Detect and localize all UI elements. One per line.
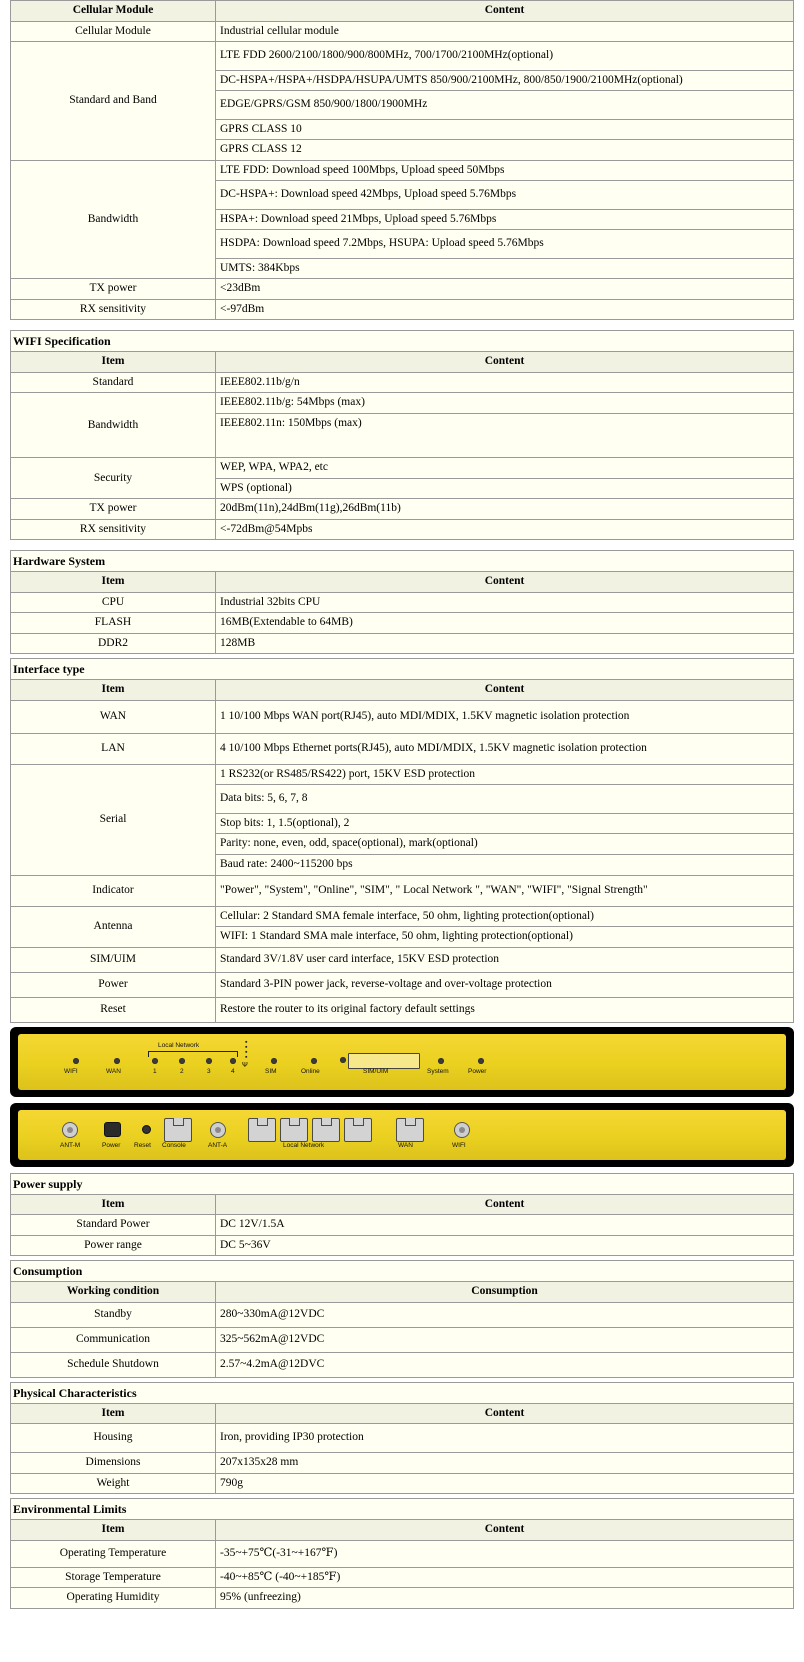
table-row	[11, 875, 794, 906]
row-value: 2.57~4.2mA@12DVC	[216, 1352, 794, 1377]
table-row	[11, 764, 794, 875]
column-header-content: Content	[216, 352, 794, 373]
row-label: Serial	[11, 764, 216, 875]
table-row	[11, 519, 794, 540]
column-header-content: Content	[216, 572, 794, 593]
row-value-line: WPS (optional)	[220, 481, 292, 494]
led-online-icon	[311, 1058, 317, 1064]
row-value-line: GPRS CLASS 12	[220, 143, 302, 156]
row-value-group	[216, 458, 794, 499]
led-label-power: Power	[468, 1067, 487, 1075]
table-row	[11, 458, 794, 499]
led-group-label-local-network: Local Network	[158, 1041, 200, 1049]
table-row	[11, 1352, 794, 1377]
wifi-table	[10, 351, 794, 540]
row-label: FLASH	[11, 613, 216, 634]
signal-antenna-icon: Ψ	[242, 1061, 248, 1069]
row-label: RX sensitivity	[11, 299, 216, 320]
row-value: IEEE802.11b/g/n	[216, 372, 794, 393]
table-row	[11, 1588, 794, 1609]
table-row	[11, 279, 794, 300]
row-value-line: EDGE/GPRS/GSM 850/900/1800/1900MHz	[216, 91, 793, 120]
row-label: Antenna	[11, 906, 216, 947]
row-value: 4 10/100 Mbps Ethernet ports(RJ45), auto MDI/MDIX, 1.5KV magnetic isolation protection	[216, 733, 794, 764]
router-back-face	[18, 1110, 786, 1160]
row-value-line: 1 RS232(or RS485/RS422) port, 15KV ESD protection	[216, 765, 793, 786]
device-back-panel-photo	[10, 1103, 794, 1167]
row-label: Power range	[11, 1235, 216, 1256]
table-row	[11, 499, 794, 520]
wifi-antenna-connector-icon[interactable]	[454, 1122, 470, 1138]
led-label-lan1: 1	[153, 1067, 157, 1075]
table-row	[11, 613, 794, 634]
port-label-ant-a: ANT-A	[208, 1141, 228, 1149]
led-label-wifi: WIFI	[64, 1067, 78, 1075]
row-value: Standard 3-PIN power jack, reverse-voltage and over-voltage protection	[216, 972, 794, 997]
row-label: TX power	[11, 499, 216, 520]
sim-uim-slot[interactable]	[348, 1053, 420, 1069]
led-lan1-icon	[152, 1058, 158, 1064]
row-value-line: Parity: none, even, odd, space(optional), mark(optional)	[216, 834, 793, 855]
row-value: 95% (unfreezing)	[216, 1588, 794, 1609]
physical-characteristics-table	[10, 1403, 794, 1495]
row-value-group	[216, 764, 794, 875]
row-value-line: IEEE802.11b/g: 54Mbps (max)	[216, 393, 793, 414]
port-label-reset: Reset	[134, 1141, 151, 1149]
row-value: Standard 3V/1.8V user card interface, 15KV ESD protection	[216, 947, 794, 972]
signal-strength-dots-icon: ▪ ▪ ▪ ▪	[245, 1038, 248, 1061]
table-row	[11, 21, 794, 42]
row-value: -40~+85℃ (-40~+185℉)	[216, 1567, 794, 1588]
row-label: Cellular Module	[11, 21, 216, 42]
row-value-group	[216, 42, 794, 161]
row-label: Indicator	[11, 875, 216, 906]
row-label: Operating Temperature	[11, 1540, 216, 1567]
spacer	[10, 320, 794, 330]
row-label: Storage Temperature	[11, 1567, 216, 1588]
row-value-line: Stop bits: 1, 1.5(optional), 2	[216, 814, 793, 835]
port-label-console: Console	[162, 1141, 186, 1149]
table-row	[11, 42, 794, 161]
lan-port-2-icon[interactable]	[280, 1118, 308, 1142]
port-label-wifi: WIFI	[452, 1141, 466, 1149]
led-sim-icon	[271, 1058, 277, 1064]
section-title-consumption: Consumption	[10, 1260, 794, 1281]
column-header-content: Content	[216, 1, 794, 22]
column-header-consumption: Consumption	[216, 1282, 794, 1303]
table-row	[11, 1567, 794, 1588]
row-label: Communication	[11, 1327, 216, 1352]
row-label: Standby	[11, 1302, 216, 1327]
row-label: Bandwidth	[11, 393, 216, 458]
led-lan4-icon	[230, 1058, 236, 1064]
row-value: 16MB(Extendable to 64MB)	[216, 613, 794, 634]
led-label-system: System	[427, 1067, 449, 1075]
row-value-line: DC-HSPA+/HSPA+/HSDPA/HSUPA/UMTS 850/900/2100MHz, 800/850/1900/2100MHz(optional)	[216, 71, 793, 92]
column-header-content: Content	[216, 1520, 794, 1541]
router-front-face	[18, 1034, 786, 1090]
row-value: 280~330mA@12VDC	[216, 1302, 794, 1327]
column-header-content: Content	[216, 1194, 794, 1215]
row-value: <-72dBm@54Mpbs	[216, 519, 794, 540]
row-value: 128MB	[216, 633, 794, 654]
table-header-row	[11, 1520, 794, 1541]
column-header-item: Cellular Module	[11, 1, 216, 22]
row-label: Weight	[11, 1473, 216, 1494]
row-value-line: WIFI: 1 Standard SMA male interface, 50 ohm, lighting protection(optional)	[220, 930, 573, 943]
row-label: CPU	[11, 592, 216, 613]
antenna-connector-aux-icon[interactable]	[210, 1122, 226, 1138]
row-value-line: GPRS CLASS 10	[216, 120, 793, 141]
row-label: Standard	[11, 372, 216, 393]
reset-button[interactable]	[142, 1125, 151, 1134]
row-value-group	[216, 393, 794, 458]
row-value-group	[216, 160, 794, 279]
table-row	[11, 633, 794, 654]
row-label: SIM/UIM	[11, 947, 216, 972]
table-row	[11, 1302, 794, 1327]
consumption-table	[10, 1281, 794, 1378]
row-value-line: DC-HSPA+: Download speed 42Mbps, Upload speed 5.76Mbps	[216, 181, 793, 210]
table-row	[11, 1540, 794, 1567]
table-row	[11, 947, 794, 972]
section-title-hardware: Hardware System	[10, 550, 794, 571]
led-wifi-icon	[73, 1058, 79, 1064]
column-header-working-condition: Working condition	[11, 1282, 216, 1303]
interface-table	[10, 679, 794, 1022]
table-row	[11, 906, 794, 947]
row-value-line: LTE FDD 2600/2100/1800/900/800MHz, 700/1700/2100MHz(optional)	[216, 42, 793, 71]
row-value: Industrial cellular module	[216, 21, 794, 42]
table-row	[11, 393, 794, 458]
spacer	[10, 540, 794, 550]
row-label: LAN	[11, 733, 216, 764]
led-label-lan3: 3	[207, 1067, 211, 1075]
row-value: 20dBm(11n),24dBm(11g),26dBm(11b)	[216, 499, 794, 520]
port-label-ant-m: ANT-M	[60, 1141, 81, 1149]
column-header-item: Item	[11, 352, 216, 373]
table-row	[11, 1424, 794, 1453]
device-photos	[10, 1027, 794, 1167]
lan-port-4-icon[interactable]	[344, 1118, 372, 1142]
console-port-icon[interactable]	[164, 1118, 192, 1142]
row-value: 790g	[216, 1473, 794, 1494]
slot-label-sim-uim: SIM/UIM	[363, 1067, 389, 1075]
row-label: Bandwidth	[11, 160, 216, 279]
column-header-item: Item	[11, 572, 216, 593]
table-row	[11, 160, 794, 279]
row-value: 1 10/100 Mbps WAN port(RJ45), auto MDI/MDIX, 1.5KV magnetic isolation protection	[216, 700, 794, 733]
antenna-connector-main-icon[interactable]	[62, 1122, 78, 1138]
table-row	[11, 1327, 794, 1352]
row-value: 325~562mA@12VDC	[216, 1327, 794, 1352]
row-value-line: LTE FDD: Download speed 100Mbps, Upload speed 50Mbps	[216, 161, 793, 182]
power-supply-table	[10, 1194, 794, 1257]
hardware-table	[10, 571, 794, 654]
row-value-line: Cellular: 2 Standard SMA female interface, 50 ohm, lighting protection(optional)	[216, 907, 793, 928]
row-value-line: HSDPA: Download speed 7.2Mbps, HSUPA: Upload speed 5.76Mbps	[216, 230, 793, 259]
led-sim-slot-indicator-icon	[340, 1057, 346, 1063]
row-label: Security	[11, 458, 216, 499]
column-header-item: Item	[11, 1520, 216, 1541]
table-header-row	[11, 680, 794, 701]
device-front-panel-photo	[10, 1027, 794, 1097]
row-label: Operating Humidity	[11, 1588, 216, 1609]
table-row	[11, 997, 794, 1022]
table-row	[11, 592, 794, 613]
row-value-line: Baud rate: 2400~115200 bps	[220, 857, 353, 870]
row-label: RX sensitivity	[11, 519, 216, 540]
lan-port-3-icon[interactable]	[312, 1118, 340, 1142]
column-header-item: Item	[11, 1194, 216, 1215]
section-title-power-supply: Power supply	[10, 1173, 794, 1194]
led-lan2-icon	[179, 1058, 185, 1064]
row-value: Industrial 32bits CPU	[216, 592, 794, 613]
table-row	[11, 1235, 794, 1256]
row-label: Standard Power	[11, 1215, 216, 1236]
table-header-row	[11, 352, 794, 373]
row-label: TX power	[11, 279, 216, 300]
row-label: DDR2	[11, 633, 216, 654]
led-label-lan4: 4	[231, 1067, 235, 1075]
table-row	[11, 1215, 794, 1236]
table-row	[11, 372, 794, 393]
column-header-item: Item	[11, 1403, 216, 1424]
row-value: DC 12V/1.5A	[216, 1215, 794, 1236]
wan-port-icon[interactable]	[396, 1118, 424, 1142]
row-label: Reset	[11, 997, 216, 1022]
table-row	[11, 733, 794, 764]
row-label: Dimensions	[11, 1453, 216, 1474]
led-power-icon	[478, 1058, 484, 1064]
table-header-row	[11, 1194, 794, 1215]
column-header-content: Content	[216, 1403, 794, 1424]
column-header-content: Content	[216, 680, 794, 701]
table-header-row	[11, 1282, 794, 1303]
row-label: WAN	[11, 700, 216, 733]
row-label: Standard and Band	[11, 42, 216, 161]
section-title-wifi: WIFI Specification	[10, 330, 794, 351]
section-title-physical: Physical Characteristics	[10, 1382, 794, 1403]
port-group-label-local-network: Local Network	[283, 1141, 325, 1149]
section-title-interface: Interface type	[10, 658, 794, 679]
environmental-limits-table	[10, 1519, 794, 1609]
row-value: DC 5~36V	[216, 1235, 794, 1256]
local-network-bracket	[148, 1051, 238, 1057]
row-value: <-97dBm	[216, 299, 794, 320]
column-header-item: Item	[11, 680, 216, 701]
led-lan3-icon	[206, 1058, 212, 1064]
row-value: -35~+75℃(-31~+167℉)	[216, 1540, 794, 1567]
row-value: "Power", "System", "Online", "SIM", " Local Network ", "WAN", "WIFI", "Signal Strength"	[216, 875, 794, 906]
row-value-group	[216, 906, 794, 947]
table-row	[11, 700, 794, 733]
row-value: <23dBm	[216, 279, 794, 300]
row-label: Schedule Shutdown	[11, 1352, 216, 1377]
power-jack-icon[interactable]	[104, 1122, 121, 1137]
row-value: Iron, providing IP30 protection	[216, 1424, 794, 1453]
row-value-line: HSPA+: Download speed 21Mbps, Upload speed 5.76Mbps	[216, 210, 793, 231]
table-header-row	[11, 1403, 794, 1424]
lan-port-1-icon[interactable]	[248, 1118, 276, 1142]
port-label-wan: WAN	[398, 1141, 413, 1149]
table-row	[11, 299, 794, 320]
row-value-line: IEEE802.11n: 150Mbps (max)	[220, 416, 362, 429]
row-value-line: Data bits: 5, 6, 7, 8	[216, 785, 793, 814]
table-row	[11, 1453, 794, 1474]
cellular-module-table	[10, 0, 794, 320]
row-label: Housing	[11, 1424, 216, 1453]
led-wan-icon	[114, 1058, 120, 1064]
table-header-row	[11, 572, 794, 593]
led-label-wan: WAN	[106, 1067, 121, 1075]
section-title-environmental: Environmental Limits	[10, 1498, 794, 1519]
table-header-row	[11, 1, 794, 22]
port-label-power: Power	[102, 1141, 121, 1149]
row-label: Power	[11, 972, 216, 997]
table-row	[11, 972, 794, 997]
row-value-line: WEP, WPA, WPA2, etc	[216, 458, 793, 479]
row-value: 207x135x28 mm	[216, 1453, 794, 1474]
table-row	[11, 1473, 794, 1494]
led-label-lan2: 2	[180, 1067, 184, 1075]
led-label-online: Online	[301, 1067, 320, 1075]
led-system-icon	[438, 1058, 444, 1064]
led-label-sim: SIM	[265, 1067, 277, 1075]
row-value: Restore the router to its original factory default settings	[216, 997, 794, 1022]
row-value-line: UMTS: 384Kbps	[220, 261, 300, 274]
